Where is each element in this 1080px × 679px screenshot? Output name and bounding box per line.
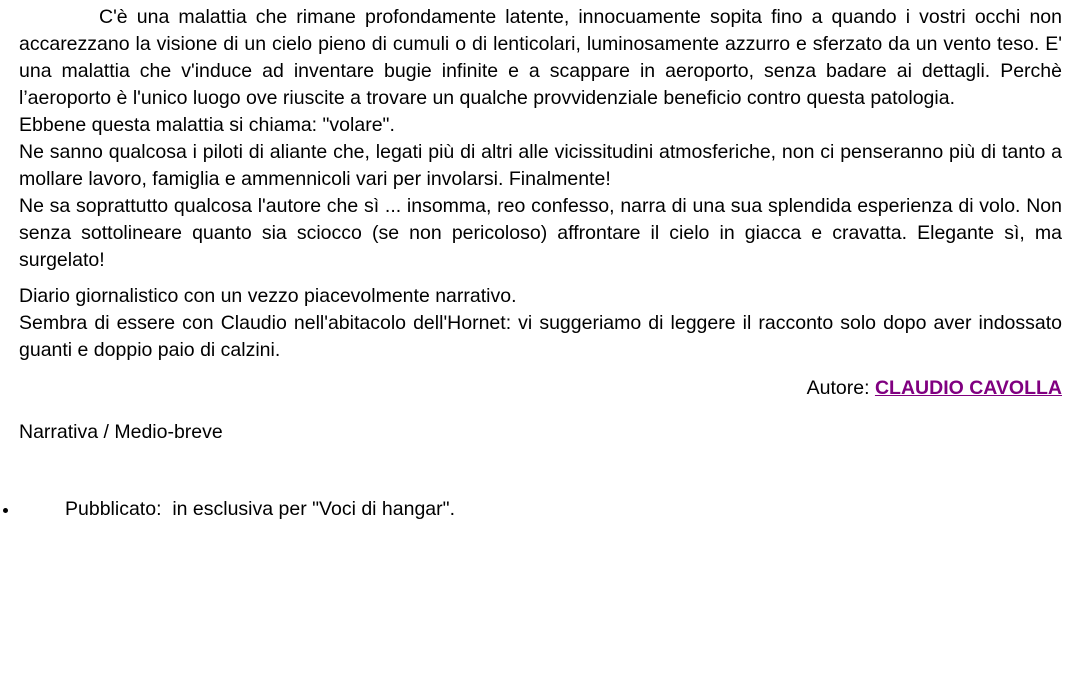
author-line bbox=[19, 375, 1062, 402]
intro-paragraph: C'è una malattia che rimane profondamente latente, innocuamente sopita fino a quando i vostri occhi non accarezzano la visione di un cielo pieno di cumuli o di lenticolari, luminosamente azzurro e sferzato da un vento teso. E' una malattia che v'induce ad inventare bugie infinite e a scappare in aeroporto, senza badare ai dettagli. Perchè l’aeroporto è l'unico luogo ove riuscite a trovare un qualche provvidenziale beneficio contro questa patologia. bbox=[19, 6, 1062, 109]
genre-label: Narrativa / Medio-breve bbox=[19, 421, 223, 443]
suggestion-paragraph: Sembra di essere con Claudio nell'abitacolo dell'Hornet: vi suggeriamo di leggere il racconto solo dopo aver indossato guanti e doppio paio di calzini. bbox=[19, 312, 1062, 361]
glider-pilots-paragraph: Ne sanno qualcosa i piloti di aliante che, legati più di altri alle vicissitudini atmosferiche, non ci penseranno più di tanto a mollare lavoro, famiglia e ammennicoli vari per involarsi. Finalmente! bbox=[19, 141, 1062, 190]
publication-text: Pubblicato: in esclusiva per "Voci di hangar". bbox=[65, 498, 455, 520]
author-experience-paragraph: Ne sa soprattutto qualcosa l'autore che sì ... insomma, reo confesso, narra di una sua splendida esperienza di volo. Non senza sottolineare quanto sia sciocco (se non pericoloso) affrontare il cielo in giacca e cravatta. Elegante sì, ma surgelato! bbox=[19, 195, 1062, 271]
author-label: Autore: bbox=[806, 377, 875, 399]
bullet-icon bbox=[3, 508, 8, 513]
disease-name-paragraph: Ebbene questa malattia si chiama: "volare". bbox=[19, 114, 395, 136]
diary-paragraph: Diario giornalistico con un vezzo piacevolmente narrativo. bbox=[19, 285, 517, 307]
publication-list-item bbox=[0, 496, 1080, 523]
document-body bbox=[19, 4, 1062, 446]
author-link[interactable]: CLAUDIO CAVOLLA bbox=[874, 377, 1062, 399]
